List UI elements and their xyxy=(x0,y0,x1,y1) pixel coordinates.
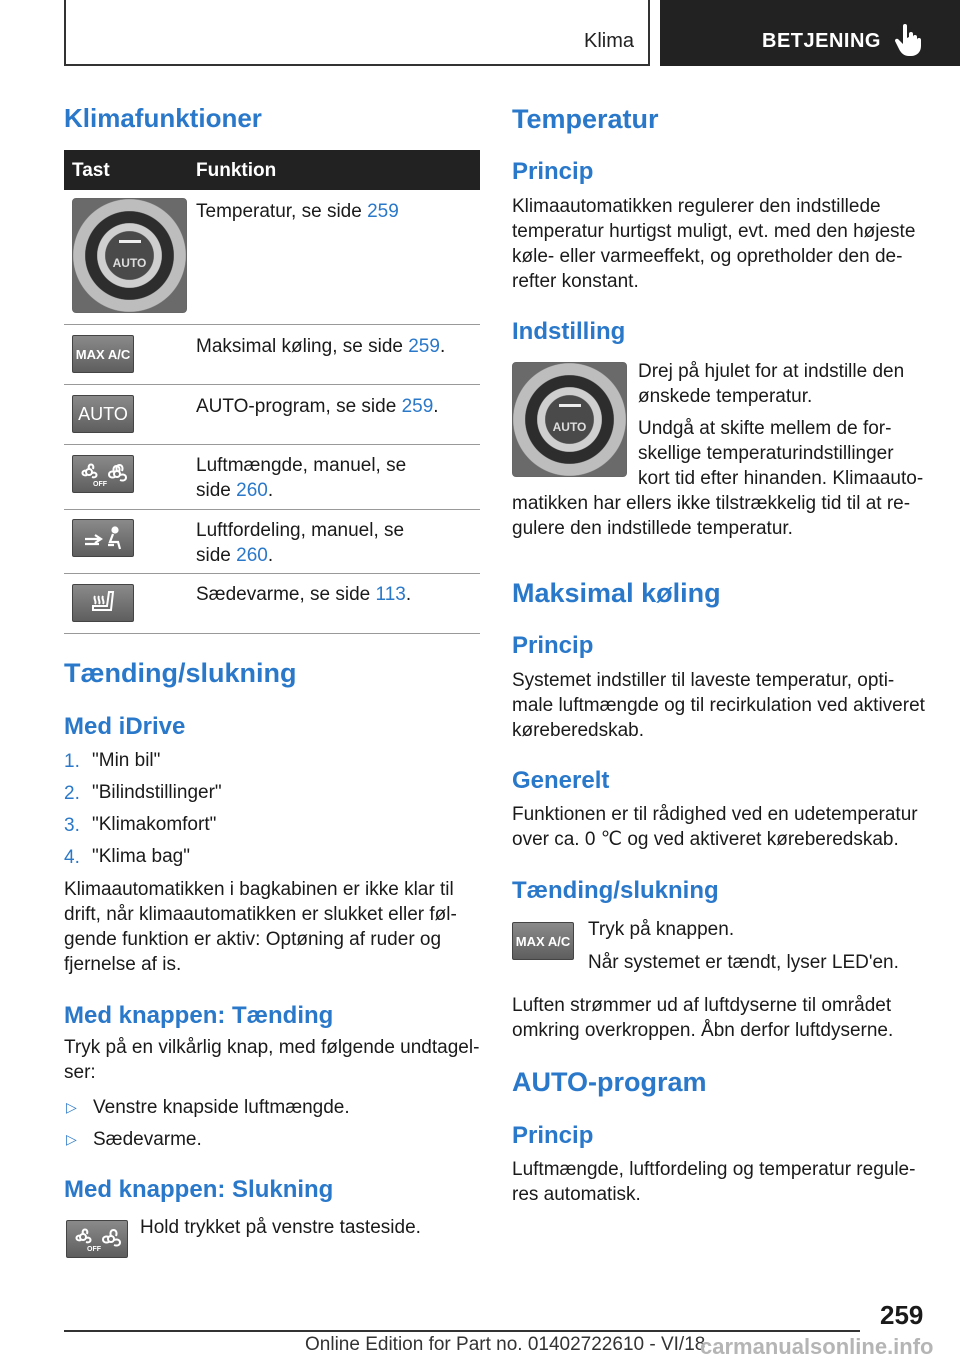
table-row: Maksimal køling, se side 259. xyxy=(196,336,446,357)
table-row: Luftmængde, manuel, se side 260. xyxy=(196,455,407,501)
max-ac-key-icon: MAX A/C xyxy=(512,922,574,960)
onoff-led-text: Når systemet er tændt, lyser LED'en. xyxy=(588,952,899,973)
subtitle-button-on: Med knappen: Tænding xyxy=(64,1002,334,1029)
triangle-bullet-icon: ▷ xyxy=(66,1131,77,1147)
button-on-text: Tryk på en vilkårlig knap, med følgende undtagel- ser: xyxy=(64,1037,480,1083)
list-number: 1. xyxy=(64,751,80,772)
page-number: 259 xyxy=(880,1300,924,1330)
header-section-box xyxy=(64,0,650,66)
setting-advice-cont: matikken har ellers ikke tilstrækkelig tid til at re- gulere den indstillede temperatur. xyxy=(512,493,911,539)
header-chapter-box xyxy=(660,0,960,66)
fan-key-icon xyxy=(72,455,134,493)
table-row: Luftfordeling, manuel, se side 260. xyxy=(196,520,405,566)
list-number: 2. xyxy=(64,783,80,804)
header-chapter: BETJENING xyxy=(762,30,881,52)
col-header-key: Tast xyxy=(72,160,110,181)
subtitle-button-off: Med knappen: Slukning xyxy=(64,1176,334,1203)
table-row: Sædevarme, se side 113. xyxy=(196,584,412,605)
idrive-note: Klimaautomatikken i bagkabinen er ikke klar til drift, når klimaautomatikken er slukket eller føl- gende funktion er aktiv: Optøning af ruder og fjernelse af is. xyxy=(64,879,457,975)
header-section: Klima xyxy=(583,30,634,52)
section-title-max-cooling: Maksimal køling xyxy=(512,578,721,608)
pointing-hand-icon xyxy=(894,24,922,56)
auto-principle-text: Luftmængde, luftfordeling og temperatur regule- res automatisk. xyxy=(512,1159,916,1205)
list-item: "Bilindstillinger" xyxy=(92,782,222,803)
onoff-text: Tryk på knappen. xyxy=(588,919,735,940)
footer-divider xyxy=(64,1330,860,1332)
list-item: Venstre knapside luftmængde. xyxy=(93,1097,350,1118)
temp-principle-text: Klimaautomatikken regulerer den indstillede temperatur hurtigst muligt, evt. med den højeste køle- eller varmeeffekt, og opretholder den de- refter konstant. xyxy=(512,196,916,292)
page-link[interactable]: 260 xyxy=(236,545,268,566)
list-item: Sædevarme. xyxy=(93,1129,202,1150)
section-title-auto-program: AUTO-program xyxy=(512,1067,707,1097)
setting-text: Drej på hjulet for at indstille den ønskede temperatur. xyxy=(638,361,905,407)
table-row: AUTO-program, se side 259. xyxy=(196,396,439,417)
air-distribution-key-icon xyxy=(72,519,134,557)
fan-key-icon xyxy=(66,1220,128,1258)
col-header-function: Funktion xyxy=(196,160,277,181)
table-header xyxy=(64,150,480,190)
maxcool-principle-text: Systemet indstiller til laveste temperatur, opti- male luftmængde og til recirkulation ved aktiveret køreberedskab. xyxy=(512,670,925,741)
subtitle-setting: Indstilling xyxy=(512,318,626,345)
max-ac-key-icon: MAX A/C xyxy=(72,335,134,373)
section-title-climate-functions: Klimafunktioner xyxy=(64,103,262,133)
list-number: 3. xyxy=(64,815,80,836)
onoff-airflow-text: Luften strømmer ud af luftdyserne til området omkring overkroppen. Åbn derfor luftdyserne. xyxy=(512,995,894,1041)
auto-key-icon: AUTO xyxy=(72,395,134,433)
seat-heating-key-icon xyxy=(72,584,134,622)
setting-advice: Undgå at skifte mellem de for- skellige temperaturindstillinger kort tid efter hinanden. Klimaauto- xyxy=(638,418,924,489)
subtitle-principle: Princip xyxy=(512,1122,594,1149)
list-item: "Klima bag" xyxy=(92,846,190,867)
svg-text:OFF: OFF xyxy=(93,481,107,488)
section-title-ignition: Tænding/slukning xyxy=(64,658,297,688)
list-item: "Klimakomfort" xyxy=(92,814,217,835)
list-number: 4. xyxy=(64,847,80,868)
temperature-knob-icon: AUTO xyxy=(512,362,627,477)
page-link[interactable]: 259 xyxy=(367,201,399,222)
svg-text:OFF: OFF xyxy=(87,1246,101,1253)
page-link[interactable]: 260 xyxy=(236,480,268,501)
subtitle-general: Generelt xyxy=(512,767,610,794)
subtitle-on-off: Tænding/slukning xyxy=(512,877,719,904)
table-row: Temperatur, se side 259 xyxy=(196,201,399,222)
list-item: "Min bil" xyxy=(92,750,161,771)
subtitle-principle: Princip xyxy=(512,632,594,659)
button-off-text: Hold trykket på venstre tasteside. xyxy=(140,1217,421,1238)
page-link[interactable]: 113 xyxy=(375,584,406,605)
section-title-temperature: Temperatur xyxy=(512,104,659,134)
general-text: Funktionen er til rådighed ved en udetemperatur over ca. 0 ℃ og ved aktiveret køreberedskab. xyxy=(512,804,918,850)
watermark: carmanualsonline.info xyxy=(700,1334,934,1359)
subtitle-principle: Princip xyxy=(512,158,594,185)
triangle-bullet-icon: ▷ xyxy=(66,1099,77,1115)
page-link[interactable]: 259 xyxy=(408,336,440,357)
footer-edition: Online Edition for Part no. 01402722610 - VI/18 xyxy=(305,1334,706,1355)
page-link[interactable]: 259 xyxy=(401,396,434,417)
subtitle-idrive: Med iDrive xyxy=(64,713,186,740)
temperature-knob-icon: AUTO xyxy=(72,198,187,313)
